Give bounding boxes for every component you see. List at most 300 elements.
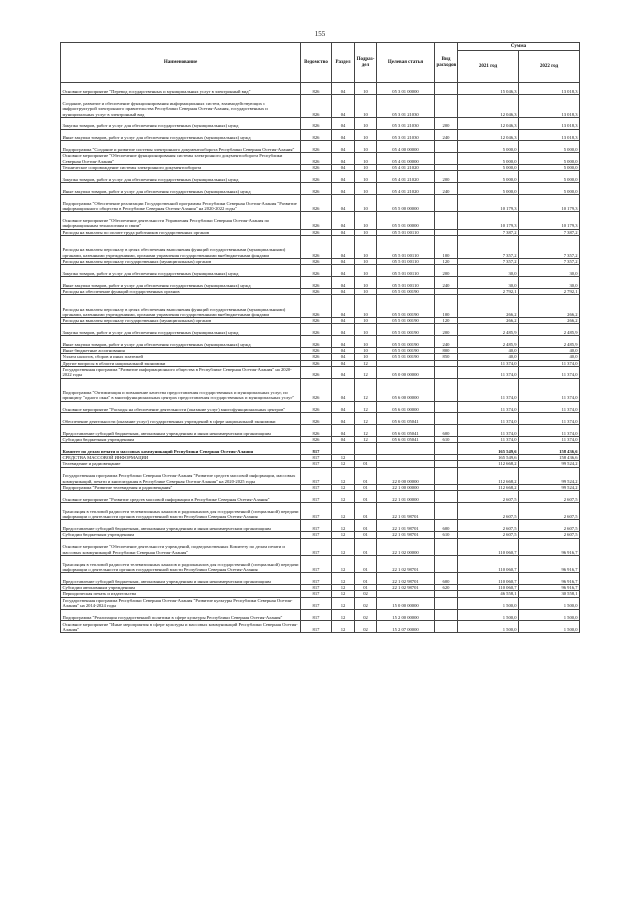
row-name: Закупка товаров, работ и услуг для обеспечения государственных (муниципальных) нужд xyxy=(61,171,301,183)
row-subsection: 10 xyxy=(355,258,377,264)
row-name: Основное мероприятие "Развитие средств массовой информации в Республике Северная Осетия-Алания" xyxy=(61,491,301,503)
row-department: 826 xyxy=(301,153,332,165)
row-department: 817 xyxy=(301,555,332,572)
row-section: 04 xyxy=(332,194,355,211)
row-target-article: 05 5 01 00110 xyxy=(377,265,435,277)
row-target-article: 05 3 01 00000 xyxy=(377,83,435,95)
row-sum-2022: 2 607,5 xyxy=(519,491,580,503)
row-department: 817 xyxy=(301,503,332,520)
row-target-article: 05 4 01 21020 xyxy=(377,164,435,170)
row-sum-2021: 112 668,2 xyxy=(458,461,519,467)
row-sum-2022: 2 607,5 xyxy=(519,520,580,532)
row-section: 12 xyxy=(332,461,355,467)
header-department: Ведомство xyxy=(301,43,332,83)
row-subsection: 10 xyxy=(355,295,377,318)
row-department: 817 xyxy=(301,455,332,461)
row-name: Расходы на выплаты персоналу государственных (муниципальных) органов xyxy=(61,258,301,264)
row-target-article: 05 4 01 21020 xyxy=(377,183,435,195)
row-name: Подпрограмма "Развитие телевидения и радиовещания" xyxy=(61,485,301,491)
row-expense-type: 200 xyxy=(435,117,458,129)
row-sum-2022: 30,0 xyxy=(519,277,580,289)
row-sum-2021: 110 060,7 xyxy=(458,585,519,591)
row-name: Основное мероприятие "Обеспечение функционирования системы электронного документооборота Республики Северная Осетия-Алания" xyxy=(61,153,301,165)
row-sum-2021: 11 374,0 xyxy=(458,360,519,366)
row-section: 04 xyxy=(332,378,355,401)
table-row xyxy=(61,491,580,503)
row-sum-2022: 5 000,0 xyxy=(519,164,580,170)
row-section: 12 xyxy=(332,455,355,461)
row-subsection: 10 xyxy=(355,141,377,153)
table-row xyxy=(61,366,580,378)
row-subsection: 10 xyxy=(355,164,377,170)
row-sum-2021: 7 387,2 xyxy=(458,229,519,235)
row-name: Подпрограмма "Обеспечение реализации Государственной программы Республики Северная Осетия-Алания "Развитие информационного общества в Республике Северная Осетия-Алания" на 2020-2022 годы" xyxy=(61,194,301,211)
row-section: 04 xyxy=(332,83,355,95)
row-section: 04 xyxy=(332,153,355,165)
row-name: Предоставление субсидий бюджетным, автономным учреждениям и иным некоммерческим организациям xyxy=(61,520,301,532)
row-department: 817 xyxy=(301,485,332,491)
row-sum-2021: 5 000,0 xyxy=(458,141,519,153)
row-name: Расходы на выплаты персоналу в целях обеспечения выполнения функций государственными (муниципальными) органами, казенными учреждениями, органами управления государственными внебюджетными фондами xyxy=(61,295,301,318)
header-section: Раздел xyxy=(332,43,355,83)
row-section: 04 xyxy=(332,265,355,277)
row-name: Субсидии бюджетным учреждениям xyxy=(61,532,301,538)
row-sum-2021: 112 668,2 xyxy=(458,467,519,484)
row-name: Государственная программа "Развитие информационного общества в Республике Северная Осетия-Алания" на 2020-2022 годы xyxy=(61,366,301,378)
row-name: Расходы на выплаты персоналу государственных (муниципальных) органов xyxy=(61,318,301,324)
row-department: 826 xyxy=(301,354,332,360)
row-name: Иные бюджетные ассигнования xyxy=(61,347,301,353)
row-sum-2021: 1 500,0 xyxy=(458,597,519,609)
row-subsection xyxy=(355,443,377,455)
row-subsection: 01 xyxy=(355,503,377,520)
row-sum-2021: 165 549,6 xyxy=(458,455,519,461)
table-row xyxy=(61,401,580,413)
row-department: 826 xyxy=(301,336,332,348)
row-sum-2021: 5 000,0 xyxy=(458,153,519,165)
row-subsection: 01 xyxy=(355,467,377,484)
row-subsection: 01 xyxy=(355,555,377,572)
row-department: 826 xyxy=(301,360,332,366)
row-target-article: 05 5 01 00190 xyxy=(377,318,435,324)
row-target-article: 05 5 01 00110 xyxy=(377,258,435,264)
row-sum-2022: 266,2 xyxy=(519,318,580,324)
row-department: 826 xyxy=(301,413,332,425)
row-sum-2021: 110 060,7 xyxy=(458,555,519,572)
row-department: 826 xyxy=(301,141,332,153)
row-sum-2021: 165 549,6 xyxy=(458,443,519,455)
row-expense-type xyxy=(435,83,458,95)
row-name: Создание, развитие и обеспечение функционирования информационных систем, взаимодействующих с инфраструктурой электронного правительства Республики Северная Осетия-Алания, государственных и муниципальных услуг в электронный вид xyxy=(61,94,301,117)
table-row xyxy=(61,597,580,609)
row-sum-2021: 5 000,0 xyxy=(458,183,519,195)
row-section: 04 xyxy=(332,318,355,324)
row-subsection: 10 xyxy=(355,183,377,195)
row-name: Обеспечение деятельности (оказание услуг) государственных учреждений в сфере национальной экономики xyxy=(61,413,301,425)
row-sum-2021: 12 046,3 xyxy=(458,129,519,141)
row-department: 826 xyxy=(301,183,332,195)
table-row xyxy=(61,295,580,318)
row-section: 04 xyxy=(332,129,355,141)
row-section: 12 xyxy=(332,467,355,484)
row-section: 04 xyxy=(332,336,355,348)
row-name: Трансляция в тепловой радиосети телевизионных каналов и радиоканалов для государственной (специальной) передачи информации о деятельности органов государственной власти Республики Северная Осетия-Алания xyxy=(61,555,301,572)
row-name: Трансляция в тепловой радиосети телевизионных каналов и радиоканалов для государственной (специальной) передачи информации о деятельности органов государственной власти Республики Северная Осетия-Алания xyxy=(61,503,301,520)
row-section: 12 xyxy=(332,597,355,609)
row-sum-2022: 1 500,0 xyxy=(519,597,580,609)
row-expense-type: 240 xyxy=(435,129,458,141)
row-sum-2021: 30,0 xyxy=(458,277,519,289)
row-sum-2021: 5 000,0 xyxy=(458,164,519,170)
row-target-article: 05 5 01 00190 xyxy=(377,354,435,360)
row-target-article: 05 5 01 00190 xyxy=(377,288,435,294)
row-name: Иные закупки товаров, работ и услуг для обеспечения государственных (муниципальных) нужд xyxy=(61,336,301,348)
row-expense-type: 200 xyxy=(435,171,458,183)
row-name: Подпрограмма "Реализация государственной политики в сфере культуры Республики Северная Осетия-Алания" xyxy=(61,609,301,621)
row-expense-type xyxy=(435,94,458,117)
row-subsection: 10 xyxy=(355,235,377,258)
row-section: 04 xyxy=(332,258,355,264)
row-expense-type xyxy=(435,413,458,425)
row-sum-2022: 11 374,0 xyxy=(519,436,580,442)
row-department: 826 xyxy=(301,129,332,141)
table-row xyxy=(61,555,580,572)
row-expense-type: 620 xyxy=(435,585,458,591)
row-department: 826 xyxy=(301,117,332,129)
row-section: 04 xyxy=(332,164,355,170)
row-section: 04 xyxy=(332,212,355,229)
row-sum-2022: 7 387,2 xyxy=(519,229,580,235)
row-expense-type xyxy=(435,467,458,484)
row-target-article: 05 5 00 00000 xyxy=(377,194,435,211)
row-sum-2022: 99 524,2 xyxy=(519,461,580,467)
row-sum-2022: 10 179,3 xyxy=(519,212,580,229)
row-department: 817 xyxy=(301,491,332,503)
header-year-2022: 2022 год xyxy=(519,51,580,83)
row-department: 826 xyxy=(301,235,332,258)
row-expense-type xyxy=(435,597,458,609)
row-department: 826 xyxy=(301,83,332,95)
row-section: 04 xyxy=(332,94,355,117)
row-sum-2022: 40,0 xyxy=(519,354,580,360)
table-row xyxy=(61,117,580,129)
row-sum-2022: 99 524,2 xyxy=(519,467,580,484)
row-target-article: 22 0 00 00000 xyxy=(377,467,435,484)
row-target-article: 05 5 01 00110 xyxy=(377,235,435,258)
table-row xyxy=(61,573,580,585)
row-expense-type: 610 xyxy=(435,436,458,442)
row-sum-2021: 110 060,7 xyxy=(458,573,519,585)
row-sum-2022: 158 436,6 xyxy=(519,455,580,461)
row-name: Комитет по делам печати и массовых коммуникаций Республики Северная Осетия-Алания xyxy=(61,443,301,455)
row-expense-type: 800 xyxy=(435,347,458,353)
row-subsection: 01 xyxy=(355,485,377,491)
row-subsection: 02 xyxy=(355,609,377,621)
row-section: 04 xyxy=(332,295,355,318)
row-department: 826 xyxy=(301,94,332,117)
header-sum: Сумма xyxy=(458,43,580,51)
row-sum-2022: 158 436,6 xyxy=(519,443,580,455)
row-sum-2022: 5 000,0 xyxy=(519,183,580,195)
row-name: Подпрограмма "Создание и развитие системы электронного документооборота Республики Северная Осетия-Алания" xyxy=(61,141,301,153)
row-section: 04 xyxy=(332,354,355,360)
row-expense-type: 850 xyxy=(435,354,458,360)
row-sum-2022: 11 374,0 xyxy=(519,413,580,425)
row-section: 12 xyxy=(332,621,355,633)
row-name: Основное мероприятие "Обеспечение деятельности Управления Республики Северная Осетия-Алания по информационным технологиям и связи" xyxy=(61,212,301,229)
row-sum-2021: 11 374,0 xyxy=(458,436,519,442)
row-department: 817 xyxy=(301,461,332,467)
row-sum-2021: 11 374,0 xyxy=(458,378,519,401)
row-sum-2021: 40,0 xyxy=(458,347,519,353)
row-target-article: 15 0 00 00000 xyxy=(377,597,435,609)
row-expense-type xyxy=(435,153,458,165)
row-subsection: 10 xyxy=(355,265,377,277)
row-sum-2021: 2 485,9 xyxy=(458,336,519,348)
row-name: Субсидии бюджетным учреждениям xyxy=(61,436,301,442)
row-sum-2021: 7 357,2 xyxy=(458,258,519,264)
row-name: СРЕДСТВА МАССОВОЙ ИНФОРМАЦИИ xyxy=(61,455,301,461)
row-department: 817 xyxy=(301,597,332,609)
row-sum-2021: 10 179,3 xyxy=(458,194,519,211)
row-name: Телевидение и радиовещание xyxy=(61,461,301,467)
row-department: 817 xyxy=(301,609,332,621)
row-name: Закупка товаров, работ и услуг для обеспечения государственных (муниципальных) нужд xyxy=(61,265,301,277)
row-target-article: 05 3 01 21030 xyxy=(377,117,435,129)
row-name: Государственная программа Республики Северная Осетия-Алания "Развитие средств массовой информации, массовых коммуникаций, печати и книгоиздания в Республике Северная Осетия-Алания" на 2020-2025 годы xyxy=(61,467,301,484)
row-sum-2021: 2 607,5 xyxy=(458,503,519,520)
row-target-article: 05 6 00 00000 xyxy=(377,378,435,401)
row-sum-2021: 2 485,9 xyxy=(458,324,519,336)
row-subsection: 10 xyxy=(355,83,377,95)
row-section: 12 xyxy=(332,609,355,621)
row-section xyxy=(332,443,355,455)
row-subsection: 10 xyxy=(355,153,377,165)
row-department: 817 xyxy=(301,621,332,633)
row-name: Основное мероприятие "Обеспечение деятельности учреждений, подведомственных Комитету по делам печати и массовых коммуникаций Республики Северная Осетия-Алания" xyxy=(61,538,301,555)
row-sum-2021: 2 607,5 xyxy=(458,532,519,538)
row-department: 826 xyxy=(301,318,332,324)
row-target-article: 05 5 01 00190 xyxy=(377,347,435,353)
row-subsection: 10 xyxy=(355,318,377,324)
row-section: 12 xyxy=(332,503,355,520)
budget-table xyxy=(60,42,580,633)
row-target-article: 22 1 01 98701 xyxy=(377,520,435,532)
row-sum-2022: 7 357,2 xyxy=(519,258,580,264)
row-target-article: 22 1 01 00000 xyxy=(377,491,435,503)
table-row xyxy=(61,503,580,520)
row-expense-type xyxy=(435,401,458,413)
row-subsection: 01 xyxy=(355,538,377,555)
row-section: 04 xyxy=(332,235,355,258)
row-sum-2021: 12 046,3 xyxy=(458,117,519,129)
row-sum-2021: 30,0 xyxy=(458,265,519,277)
row-expense-type xyxy=(435,609,458,621)
row-section: 12 xyxy=(332,538,355,555)
row-subsection: 10 xyxy=(355,354,377,360)
row-section: 12 xyxy=(332,520,355,532)
row-sum-2021: 11 374,0 xyxy=(458,413,519,425)
row-subsection: 01 xyxy=(355,573,377,585)
row-name: Расходы на выплаты персоналу в целях обеспечения выполнения функций государственными (муниципальными) органами, казенными учреждениями, органами управления государственными внебюджетными фондами xyxy=(61,235,301,258)
row-target-article: 05 4 01 21020 xyxy=(377,171,435,183)
row-department: 817 xyxy=(301,520,332,532)
row-department: 817 xyxy=(301,585,332,591)
row-target-article: 05 5 01 00190 xyxy=(377,324,435,336)
row-subsection: 10 xyxy=(355,212,377,229)
row-target-article: 22 1 02 00000 xyxy=(377,538,435,555)
row-section: 04 xyxy=(332,425,355,437)
row-target-article: 15 2 00 00000 xyxy=(377,609,435,621)
row-target-article: 05 6 01 00000 xyxy=(377,401,435,413)
row-subsection: 12 xyxy=(355,425,377,437)
row-section: 12 xyxy=(332,491,355,503)
row-department: 826 xyxy=(301,194,332,211)
row-sum-2022: 1 500,0 xyxy=(519,609,580,621)
row-department: 826 xyxy=(301,295,332,318)
row-subsection: 10 xyxy=(355,194,377,211)
row-expense-type xyxy=(435,503,458,520)
row-name: Иные закупки товаров, работ и услуг для обеспечения государственных (муниципальных) нужд xyxy=(61,277,301,289)
row-expense-type xyxy=(435,366,458,378)
row-department: 826 xyxy=(301,436,332,442)
row-target-article: 22 1 01 98701 xyxy=(377,532,435,538)
row-sum-2022: 5 000,0 xyxy=(519,153,580,165)
row-expense-type xyxy=(435,538,458,555)
row-department: 826 xyxy=(301,212,332,229)
row-subsection: 02 xyxy=(355,597,377,609)
row-section: 04 xyxy=(332,347,355,353)
row-section: 12 xyxy=(332,585,355,591)
row-sum-2021: 7 357,2 xyxy=(458,235,519,258)
table-row xyxy=(61,378,580,401)
table-row xyxy=(61,336,580,348)
row-name: Другие вопросы в области национальной экономики xyxy=(61,360,301,366)
header-name: Наименование xyxy=(61,43,301,83)
row-subsection: 10 xyxy=(355,336,377,348)
row-section: 04 xyxy=(332,360,355,366)
row-section: 12 xyxy=(332,555,355,572)
row-target-article: 05 5 01 00110 xyxy=(377,229,435,235)
table-row xyxy=(61,212,580,229)
row-section: 04 xyxy=(332,436,355,442)
table-row xyxy=(61,235,580,258)
row-department: 826 xyxy=(301,324,332,336)
row-expense-type: 600 xyxy=(435,573,458,585)
row-section: 04 xyxy=(332,401,355,413)
row-sum-2022: 11 374,0 xyxy=(519,401,580,413)
row-subsection: 01 xyxy=(355,461,377,467)
row-subsection: 01 xyxy=(355,585,377,591)
row-sum-2022: 11 374,0 xyxy=(519,360,580,366)
row-expense-type xyxy=(435,141,458,153)
row-subsection: 12 xyxy=(355,366,377,378)
row-department: 826 xyxy=(301,258,332,264)
row-sum-2022: 99 524,2 xyxy=(519,485,580,491)
row-target-article: 22 1 01 98701 xyxy=(377,503,435,520)
table-row xyxy=(61,129,580,141)
table-body xyxy=(61,83,580,633)
row-subsection: 02 xyxy=(355,621,377,633)
table-row xyxy=(61,467,580,484)
row-name: Расходы на обеспечение функций государственных органов xyxy=(61,288,301,294)
row-section: 04 xyxy=(332,141,355,153)
row-sum-2022: 5 000,0 xyxy=(519,141,580,153)
row-subsection: 01 xyxy=(355,532,377,538)
row-expense-type: 610 xyxy=(435,532,458,538)
row-expense-type: 240 xyxy=(435,336,458,348)
row-subsection: 12 xyxy=(355,378,377,401)
row-subsection: 01 xyxy=(355,520,377,532)
table-row xyxy=(61,153,580,165)
row-expense-type: 100 xyxy=(435,295,458,318)
row-sum-2022: 2 792,1 xyxy=(519,288,580,294)
row-expense-type: 100 xyxy=(435,235,458,258)
row-sum-2022: 96 916,7 xyxy=(519,555,580,572)
row-section: 04 xyxy=(332,324,355,336)
row-sum-2022: 2 485,9 xyxy=(519,324,580,336)
table-row xyxy=(61,183,580,195)
page-number: 155 xyxy=(314,30,326,38)
row-section: 12 xyxy=(332,591,355,597)
row-target-article: 15 2 07 00000 xyxy=(377,621,435,633)
row-sum-2021: 2 792,1 xyxy=(458,288,519,294)
row-expense-type xyxy=(435,555,458,572)
row-expense-type xyxy=(435,443,458,455)
row-sum-2022: 11 374,0 xyxy=(519,378,580,401)
row-subsection: 10 xyxy=(355,129,377,141)
row-department: 817 xyxy=(301,591,332,597)
row-sum-2022: 13 018,3 xyxy=(519,129,580,141)
row-department: 817 xyxy=(301,538,332,555)
row-target-article: 05 6 01 05041 xyxy=(377,436,435,442)
row-department: 817 xyxy=(301,443,332,455)
header-target-article: Целевая статья xyxy=(377,43,435,83)
row-sum-2022: 7 357,2 xyxy=(519,235,580,258)
row-sum-2022: 2 607,5 xyxy=(519,503,580,520)
row-name: Техническое сопровождение системы электронного документооборота xyxy=(61,164,301,170)
row-expense-type: 120 xyxy=(435,258,458,264)
row-expense-type xyxy=(435,378,458,401)
row-subsection: 10 xyxy=(355,288,377,294)
row-name: Предоставление субсидий бюджетным, автономным учреждениям и иным некоммерческим организациям xyxy=(61,573,301,585)
row-sum-2021: 5 000,0 xyxy=(458,171,519,183)
header-subsection: Подраз-дел xyxy=(355,43,377,83)
row-subsection: 01 xyxy=(355,491,377,503)
row-department: 826 xyxy=(301,164,332,170)
row-section: 04 xyxy=(332,288,355,294)
row-sum-2021: 15 046,3 xyxy=(458,83,519,95)
row-sum-2022: 96 916,7 xyxy=(519,585,580,591)
row-target-article: 22 1 02 98701 xyxy=(377,585,435,591)
row-department: 826 xyxy=(301,378,332,401)
row-sum-2021: 2 607,5 xyxy=(458,520,519,532)
row-sum-2022: 11 374,0 xyxy=(519,366,580,378)
table-row xyxy=(61,538,580,555)
row-sum-2021: 112 668,2 xyxy=(458,485,519,491)
row-sum-2021: 1 500,0 xyxy=(458,609,519,621)
row-sum-2022: 40,0 xyxy=(519,347,580,353)
row-department: 826 xyxy=(301,288,332,294)
row-sum-2022: 13 018,3 xyxy=(519,117,580,129)
row-subsection: 10 xyxy=(355,171,377,183)
row-department: 817 xyxy=(301,573,332,585)
row-section: 04 xyxy=(332,183,355,195)
row-sum-2021: 110 060,7 xyxy=(458,538,519,555)
row-expense-type: 200 xyxy=(435,324,458,336)
row-name: Закупка товаров, работ и услуг для обеспечения государственных (муниципальных) нужд xyxy=(61,324,301,336)
row-section: 04 xyxy=(332,117,355,129)
